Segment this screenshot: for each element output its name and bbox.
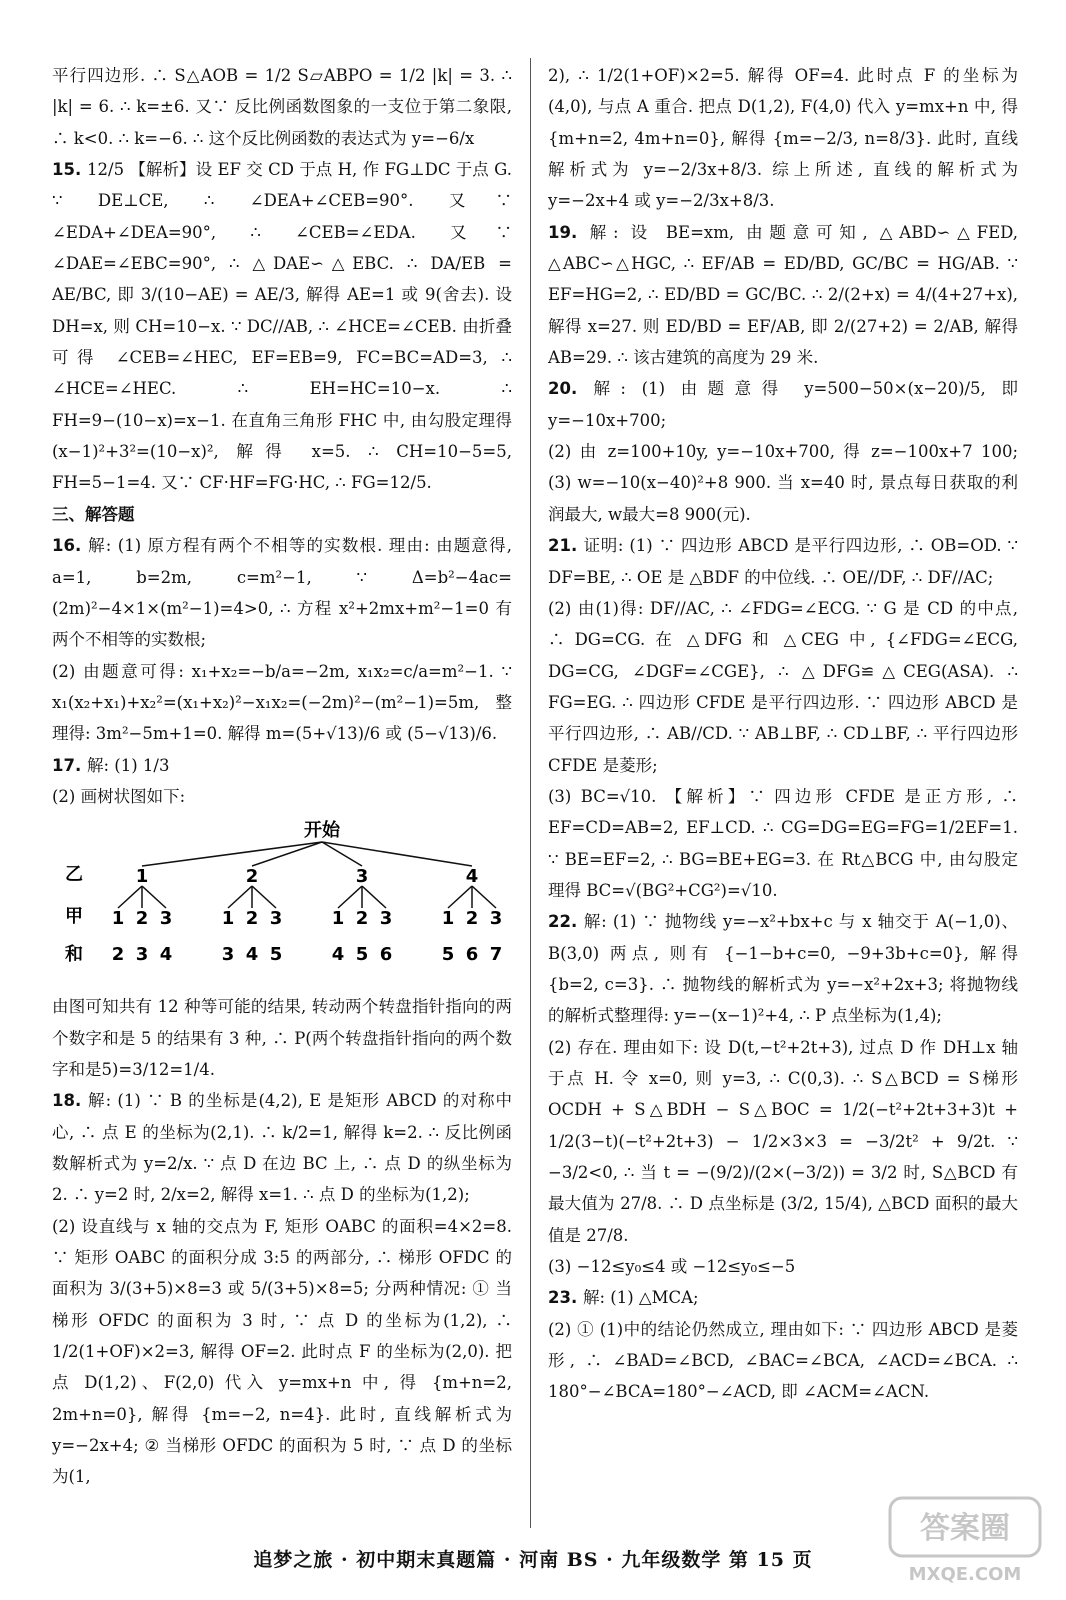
answer-paragraph [52, 1211, 512, 1493]
answer-text: 证明: (1) ∵ 四边形 ABCD 是平行四边形, ∴ OB=OD. ∵ DF=BE, ∴ OE 是 △BDF 的中位线. ∴ OE//DF, ∴ DF//AC; [548, 536, 1018, 587]
tree-branch [228, 886, 252, 908]
tree-sum-label: 和 [65, 944, 83, 966]
tree-node-level2: 3 [379, 908, 393, 930]
answer-paragraph [548, 60, 1018, 217]
answer-text: 平行四边形. ∴ S△AOB = 1/2 S▱ABPO = 1/2 |k| = 3. ∴ |k| = 6. ∴ k=±6. 又∵ 反比例函数图象的一支位于第二象限, ∴ k<0. ∴ k=−6. ∴ 这个反比例函数的表达式为 y=−6/x [52, 66, 512, 148]
question-number: 17. [52, 755, 87, 775]
left-column [52, 60, 512, 1493]
tree-branch [362, 886, 386, 908]
answer-paragraph [548, 1282, 1018, 1313]
answer-paragraph [52, 1085, 512, 1210]
column-divider [530, 58, 531, 1528]
tree-sum: 4 [245, 944, 259, 966]
tree-node-level1: 2 [245, 866, 259, 888]
answer-text: (2) 由题意可得: x₁+x₂=−b/a=−2m, x₁x₂=c/a=m²−1. ∵ x₁(x₂+x₁)+x₂²=(x₁+x₂)²−x₁x₂=(−2m)²−(m²−1)=5m, 整理得: 3m²−5m+1=0. 解得 m=(5+√13)/6 或 (5−√13)/6. [52, 661, 512, 744]
section-heading: 三、解答题 [52, 504, 135, 524]
answer-paragraph [52, 991, 512, 1085]
tree-node-level2: 3 [159, 908, 173, 930]
answer-paragraph [548, 1251, 1018, 1282]
answer-paragraph [548, 436, 1018, 530]
answer-paragraph [548, 781, 1018, 906]
answer-text: (2) 存在. 理由如下: 设 D(t,−t²+2t+3), 过点 D 作 DH⊥x 轴于点 H. 令 x=0, 则 y=3, ∴ C(0,3). ∴ S△BCD = S梯形OCDH + S△BDH − S△BOC = 1/2(−t²+2t+3+3)t + 1/2(3−t)(−t²+2t+3) − 1/2×3×3 = −3/2t² + 9/2t. ∵ −3/2<0, ∴ 当 t = −(9/2)/(2×(−3/2)) = 3/2 时, S△BCD 有最大值为 27/8. ∴ D 点坐标是 (3/2, 15/4), △BCD 面积的最大值是 27/8. [548, 1037, 1018, 1245]
tree-sum: 5 [355, 944, 369, 966]
tree-branch [252, 886, 276, 908]
tree-node-level2: 2 [245, 908, 259, 930]
tree-sum: 6 [465, 944, 479, 966]
tree-node-level2: 2 [135, 908, 149, 930]
answer-text: 解: (1) ∵ 抛物线 y=−x²+bx+c 与 x 轴交于 A(−1,0)、B(3,0) 两点, 则有 {−1−b+c=0, −9+3b+c=0}, 解得 {b=2, c=3}. ∴ 抛物线的解析式为 y=−x²+2x+3; 将抛物线的解析式整理得: y=−(x−1)²+4, ∴ P 点坐标为(1,4); [548, 912, 1018, 1026]
answer-paragraph [52, 781, 512, 812]
answer-text: 由图可知共有 12 种等可能的结果, 转动两个转盘指针指向的两个数字和是 5 的结果有 3 种, ∴ P(两个转盘指针指向的两个数字和是5)=3/12=1/4. [52, 997, 512, 1079]
question-number: 21. [548, 536, 584, 556]
answer-text: (2) 设直线与 x 轴的交点为 F, 矩形 OABC 的面积=4×2=8. ∵ 矩形 OABC 的面积分成 3:5 的两部分, ∴ 梯形 OFDC 的面积为 3/(3+5)×8=3 或 5/(3+5)×8=5; 分两种情况: ① 当梯形 OFDC 的面积为 3 时, ∵ 点 D 的坐标为(1,2), ∴ 1/2(1+OF)×2=3, 解得 OF=2. 此时点 F 的坐标为(2,0). 把点 D(1,2)、F(2,0) 代入 y=mx+n 中, 得 {m+n=2, 2m+n=0}, 解得 {m=−2, n=4}. 此时, 直线解析式为 y=−2x+4; ② 当梯形 OFDC 的面积为 5 时, ∵ 点 D 的坐标为(1, [52, 1216, 512, 1487]
tree-sum: 7 [489, 944, 503, 966]
tree-sum: 5 [269, 944, 283, 966]
tree-branch [322, 842, 472, 866]
tree-branch [252, 842, 322, 866]
tree-branch [472, 886, 496, 908]
svg-text:答案圈: 答案圈 [920, 1511, 1010, 1546]
answer-text: (2) 画树状图如下: [52, 786, 186, 806]
tree-node-level2: 1 [441, 908, 455, 930]
answer-text: (2) 由 z=100+10y, y=−10x+700, 得 z=−100x+7 100; (3) w=−10(x−40)²+8 900. 当 x=40 时, 景点每日获取的利润最大, w最大=8 900(元). [548, 442, 1018, 524]
svg-text:MXQE.COM: MXQE.COM [908, 1564, 1022, 1585]
tree-branch [142, 842, 322, 866]
tree-node-level2: 3 [269, 908, 283, 930]
answer-text: 解: (1) ∵ B 的坐标是(4,2), E 是矩形 ABCD 的对称中心, ∴ 点 E 的坐标为(2,1). ∴ k/2=1, 解得 k=2. ∴ 反比例函数解析式为 y=2/x. ∵ 点 D 在边 BC 上, ∴ 点 D 的纵坐标为 2. ∴ y=2 时, 2/x=2, 解得 x=1. ∴ 点 D 的坐标为(1,2); [52, 1091, 512, 1205]
answer-text: (2) ① (1)中的结论仍然成立, 理由如下: ∵ 四边形 ABCD 是菱形, ∴ ∠BAD=∠BCD, ∠BAC=∠BCA, ∠ACD=∠BCA. ∴ 180°−∠BCA=180°−∠ACD, 即 ∠ACM=∠ACN. [548, 1319, 1018, 1402]
answer-text: 解: (1) 原方程有两个不相等的实数根. 理由: 由题意得, a=1, b=2m, c=m²−1, ∵ Δ=b²−4ac=(2m)²−4×1×(m²−1)=4>0, ∴ 方程 x²+2mx+m²−1=0 有两个不相等的实数根; [52, 536, 512, 650]
tree-branch [338, 886, 362, 908]
answer-text: (3) BC=√10. 【解析】∵ 四边形 CFDE 是正方形, ∴ EF=CD=AB=2, EF⊥CD. ∴ CG=DG=EG=FG=1/2EF=1. ∵ BE=EF=2, ∴ BG=BE+EG=3. 在 Rt△BCG 中, 由勾股定理得 BC=√(BG²+CG²)=√10. [548, 786, 1018, 900]
tree-branch [142, 886, 166, 908]
tree-branch [448, 886, 472, 908]
tree-node-level2: 3 [489, 908, 503, 930]
answer-text: 解: (1) 由题意得 y=500−50×(x−20)/5, 即 y=−10x+700; [548, 379, 1019, 430]
tree-level1-label: 乙 [65, 864, 83, 886]
answer-paragraph [52, 60, 512, 154]
answer-text: 解: (1) 1/3 [86, 755, 170, 775]
answer-text: 解: 设 BE=xm, 由题意可知, △ABD∽△FED, △ABC∽△HGC, ∴ EF/AB = ED/BD, GC/BC = HG/AB. ∵ EF=HG=2, ∴ ED/BD = GC/BC. ∴ 2/(2+x) = 4/(4+27+x), 解得 x=27. 则 ED/BD = EF/AB, 即 2/(27+2) = 2/AB, 解得 AB=29. ∴ 该古建筑的高度为 29 米. [548, 222, 1019, 368]
tree-node-level1: 1 [135, 866, 149, 888]
answer-paragraph [52, 656, 512, 750]
page-footer: 追梦之旅 · 初中期末真题篇 · 河南 BS · 九年级数学 第 15 页 [253, 1549, 813, 1571]
answer-paragraph [548, 593, 1018, 781]
watermark-logo [880, 1490, 1050, 1590]
answer-paragraph [52, 750, 512, 781]
answer-paragraph [548, 1314, 1018, 1408]
right-column [548, 60, 1018, 1408]
question-number: 15. [52, 160, 88, 180]
tree-node-level1: 3 [355, 866, 369, 888]
tree-branch [118, 886, 142, 908]
answer-text: (2) 由(1)得: DF//AC, ∴ ∠FDG=∠ECG. ∵ G 是 CD 的中点, ∴ DG=CG. 在 △DFG 和 △CEG 中, {∠FDG=∠ECG, DG=CG, ∠DGF=∠CGE}, ∴ △DFG≌△CEG(ASA). ∴ FG=EG. ∴ 四边形 CFDE 是平行四边形. ∵ 四边形 ABCD 是平行四边形, ∴ AB//CD. ∵ AB⊥BF, ∴ CD⊥BF, ∴ 平行四边形 CFDE 是菱形; [548, 598, 1018, 775]
tree-node-level2: 2 [465, 908, 479, 930]
tree-diagram [52, 818, 503, 983]
tree-node-level2: 1 [221, 908, 235, 930]
tree-root: 开始 [304, 820, 340, 842]
tree-sum: 3 [221, 944, 235, 966]
answer-paragraph [548, 906, 1018, 1031]
question-number: 19. [548, 222, 590, 242]
tree-sum: 4 [159, 944, 173, 966]
answer-text: 2), ∴ 1/2(1+OF)×2=5. 解得 OF=4. 此时点 F 的坐标为(4,0), 与点 A 重合. 把点 D(1,2), F(4,0) 代入 y=mx+n 中, 得 {m+n=2, 4m+n=0}, 解得 {m=−2/3, n=8/3}. 此时, 直线解析式为 y=−2/3x+8/3. 综上所述, 直线的解析式为 y=−2x+4 或 y=−2/3x+8/3. [548, 66, 1018, 211]
answer-paragraph [548, 217, 1018, 374]
question-number: 23. [548, 1288, 583, 1308]
answer-text: 解: (1) △MCA; [582, 1288, 699, 1308]
answer-paragraph [548, 530, 1018, 593]
tree-node-level2: 2 [355, 908, 369, 930]
tree-node-level2: 1 [331, 908, 345, 930]
question-number: 22. [548, 912, 584, 932]
answer-paragraph [548, 1032, 1018, 1251]
tree-sum: 3 [135, 944, 149, 966]
tree-sum: 6 [379, 944, 393, 966]
tree-sum: 5 [441, 944, 455, 966]
tree-sum: 4 [331, 944, 345, 966]
answer-text: (3) −12≤y₀≤4 或 −12≤y₀≤−5 [548, 1257, 796, 1277]
tree-node-level1: 4 [465, 866, 479, 888]
tree-level2-label: 甲 [65, 906, 83, 928]
question-number: 18. [52, 1091, 89, 1111]
answer-text: 12/5 【解析】设 EF 交 CD 于点 H, 作 FG⊥DC 于点 G. ∵ DE⊥CE, ∴ ∠DEA+∠CEB=90°. 又∵ ∠EDA+∠DEA=90°, ∴ ∠CEB=∠EDA. 又∵ ∠DAE=∠EBC=90°, ∴ △DAE∽△EBC. ∴ DA/EB = AE/BC, 即 3/(10−AE) = AE/3, 解得 AE=1 或 9(舍去). 设 DH=x, 则 CH=10−x. ∵ DC//AB, ∴ ∠HCE=∠CEB. 由折叠可得 ∠CEB=∠HEC, EF=EB=9, FC=BC=AD=3, ∴ ∠HCE=∠HEC. ∴ EH=HC=10−x. ∴ FH=9−(10−x)=x−1. 在直角三角形 FHC 中, 由勾股定理得 (x−1)²+3²=(10−x)², 解得 x=5. ∴ CH=10−5=5, FH=5−1=4. 又∵ CF·HF=FG·HC, ∴ FG=12/5. [52, 160, 512, 493]
tree-sum: 2 [111, 944, 125, 966]
question-number: 20. [548, 379, 594, 399]
tree-node-level2: 1 [111, 908, 125, 930]
answer-paragraph [52, 154, 512, 499]
answer-paragraph [548, 373, 1018, 436]
answer-paragraph [52, 530, 512, 655]
question-number: 16. [52, 536, 89, 556]
